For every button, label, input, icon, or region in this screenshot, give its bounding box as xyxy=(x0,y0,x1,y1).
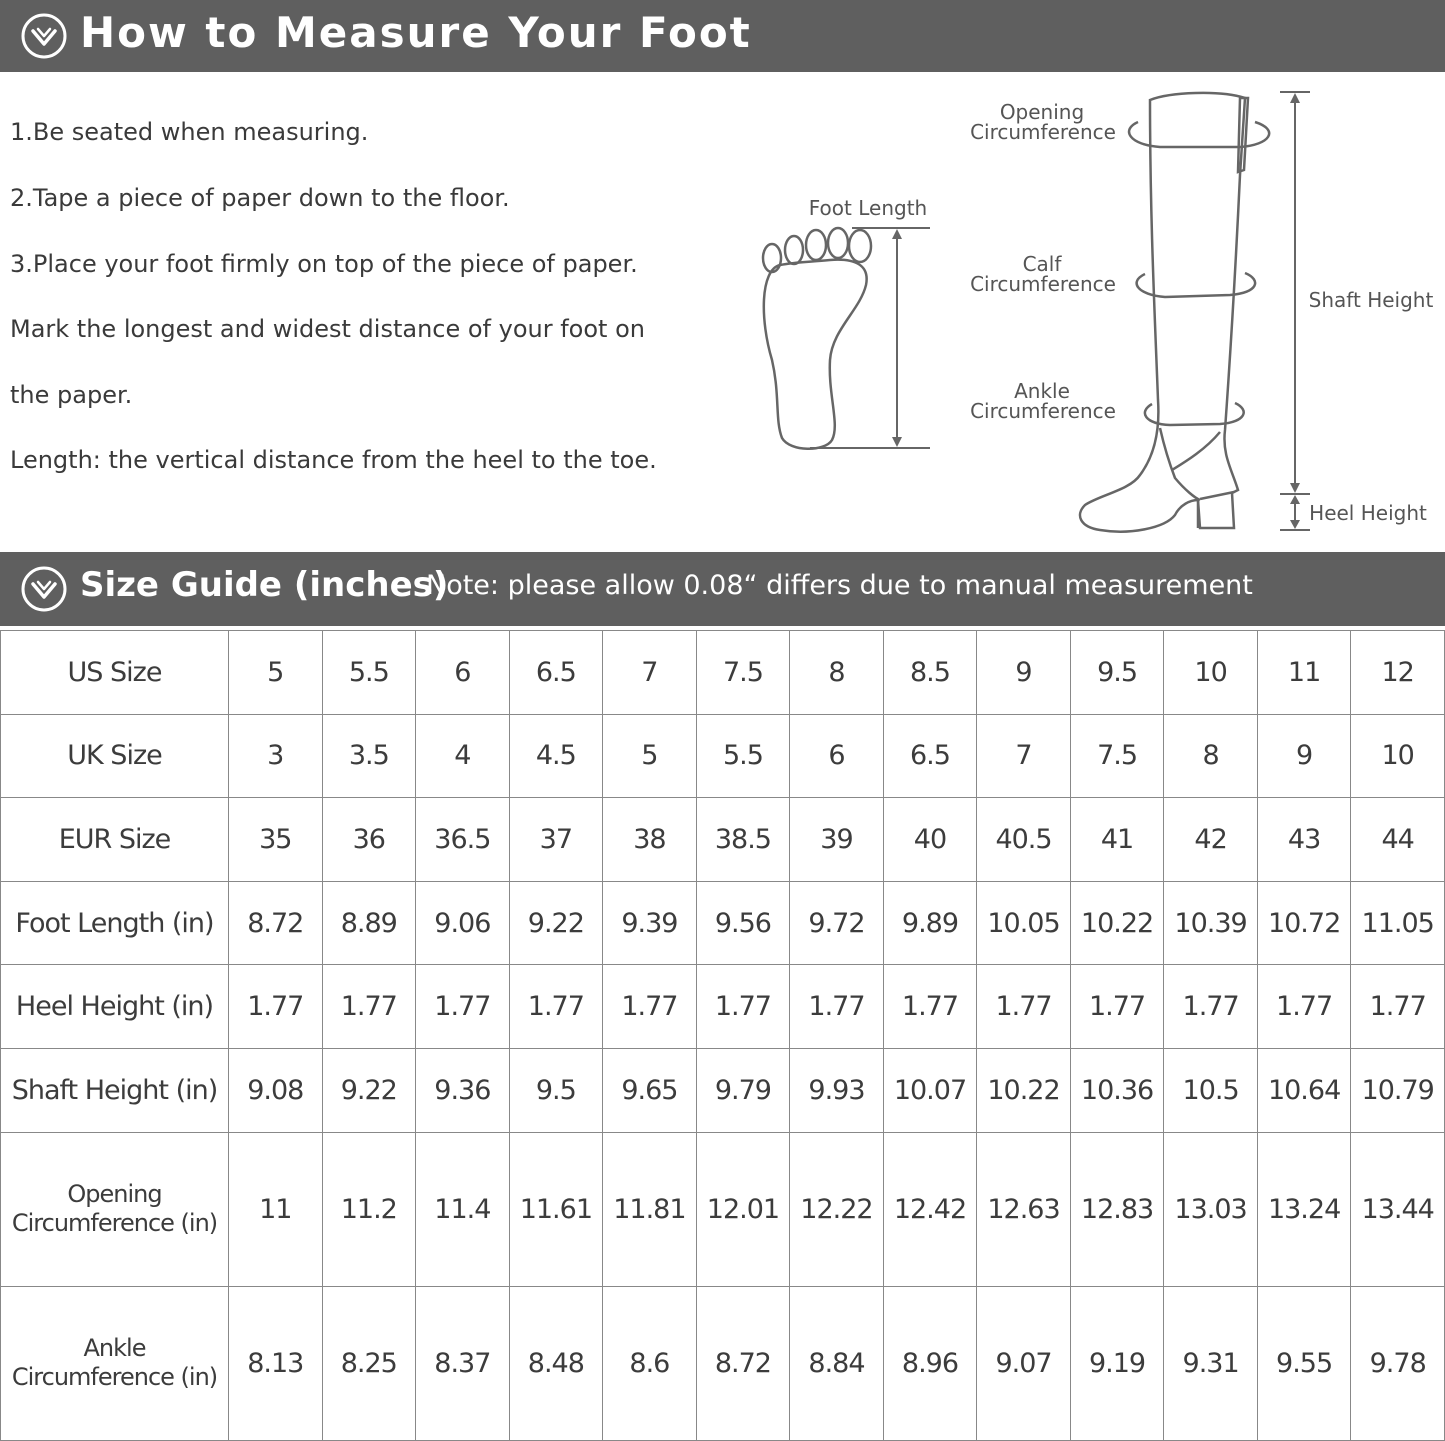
ankle-ring xyxy=(1145,403,1244,425)
table-cell: 1.77 xyxy=(509,965,603,1049)
table-cell: 8.84 xyxy=(790,1286,884,1440)
arrow-down-icon xyxy=(1290,520,1300,529)
table-cell: 11 xyxy=(1257,631,1351,715)
table-cell: 1.77 xyxy=(1351,965,1445,1049)
size-table xyxy=(0,630,1445,1441)
table-cell: 35 xyxy=(229,798,323,882)
table-cell: 9.06 xyxy=(416,881,510,965)
table-cell: 9 xyxy=(1257,714,1351,798)
table-cell: 10 xyxy=(1351,714,1445,798)
table-cell: 9.55 xyxy=(1257,1286,1351,1440)
table-cell: 11.61 xyxy=(509,1132,603,1286)
table-cell: 9.5 xyxy=(1070,631,1164,715)
table-cell: 4.5 xyxy=(509,714,603,798)
table-row xyxy=(1,714,1445,798)
table-cell: 8.6 xyxy=(603,1286,697,1440)
table-cell: 9.65 xyxy=(603,1049,697,1133)
table-cell: 10.39 xyxy=(1164,881,1258,965)
label-foot-length: Foot Length xyxy=(808,196,928,220)
table-cell: 11.81 xyxy=(603,1132,697,1286)
instruction-line: 2.Tape a piece of paper down to the floor. xyxy=(10,184,510,212)
table-cell: 7.5 xyxy=(696,631,790,715)
table-cell: 12.22 xyxy=(790,1132,884,1286)
table-cell: 9.5 xyxy=(509,1049,603,1133)
table-cell: 8.72 xyxy=(229,881,323,965)
table-cell: 10.72 xyxy=(1257,881,1351,965)
table-cell: 9.72 xyxy=(790,881,884,965)
table-cell: 1.77 xyxy=(603,965,697,1049)
label-calf-1: Calf xyxy=(1022,252,1062,276)
table-cell: 9.78 xyxy=(1351,1286,1445,1440)
table-cell: 7 xyxy=(603,631,697,715)
table-cell: 3.5 xyxy=(322,714,416,798)
table-cell: 36.5 xyxy=(416,798,510,882)
table-cell: 10.07 xyxy=(883,1049,977,1133)
table-cell: 9.56 xyxy=(696,881,790,965)
instruction-line: the paper. xyxy=(10,381,133,409)
arrow-up-icon xyxy=(1290,93,1300,103)
table-cell: 1.77 xyxy=(696,965,790,1049)
row-label: Shaft Height (in) xyxy=(1,1049,229,1133)
table-cell: 9 xyxy=(977,631,1071,715)
chevron-down-icon xyxy=(20,565,68,613)
table-cell: 9.31 xyxy=(1164,1286,1258,1440)
label-opening-2: Circumference xyxy=(970,120,1116,144)
row-label xyxy=(1,1132,229,1286)
row-label xyxy=(1,1286,229,1440)
table-cell: 11.05 xyxy=(1351,881,1445,965)
table-cell: 12.01 xyxy=(696,1132,790,1286)
table-cell: 9.08 xyxy=(229,1049,323,1133)
measurement-diagram xyxy=(740,78,1440,548)
instruction-line: Length: the vertical distance from the heel to the toe. xyxy=(10,446,657,474)
table-cell: 11.4 xyxy=(416,1132,510,1286)
table-cell: 9.79 xyxy=(696,1049,790,1133)
table-cell: 10 xyxy=(1164,631,1258,715)
table-row xyxy=(1,1132,1445,1286)
table-cell: 5.5 xyxy=(696,714,790,798)
chevron-down-icon xyxy=(20,12,68,60)
table-cell: 12.63 xyxy=(977,1132,1071,1286)
table-cell: 9.22 xyxy=(509,881,603,965)
row-label: Foot Length (in) xyxy=(1,881,229,965)
boot-outline-icon xyxy=(1080,93,1248,532)
table-cell: 8 xyxy=(790,631,884,715)
table-cell: 9.07 xyxy=(977,1286,1071,1440)
label-shaft-height: Shaft Height xyxy=(1308,288,1434,312)
table-cell: 9.19 xyxy=(1070,1286,1164,1440)
table-row xyxy=(1,1286,1445,1440)
table-cell: 36 xyxy=(322,798,416,882)
table-cell: 10.79 xyxy=(1351,1049,1445,1133)
table-cell: 4 xyxy=(416,714,510,798)
row-label: UK Size xyxy=(1,714,229,798)
row-label-line: Ankle xyxy=(83,1334,146,1363)
table-cell: 8.48 xyxy=(509,1286,603,1440)
table-cell: 1.77 xyxy=(1164,965,1258,1049)
table-cell: 8.89 xyxy=(322,881,416,965)
label-calf-2: Circumference xyxy=(970,272,1116,296)
table-cell: 41 xyxy=(1070,798,1164,882)
table-cell: 44 xyxy=(1351,798,1445,882)
table-cell: 1.77 xyxy=(322,965,416,1049)
table-cell: 9.22 xyxy=(322,1049,416,1133)
table-cell: 10.36 xyxy=(1070,1049,1164,1133)
size-guide-title: Size Guide (inches) xyxy=(80,565,449,605)
label-heel-height: Heel Height xyxy=(1309,501,1427,525)
table-cell: 40 xyxy=(883,798,977,882)
table-row xyxy=(1,965,1445,1049)
table-cell: 1.77 xyxy=(883,965,977,1049)
table-cell: 10.22 xyxy=(977,1049,1071,1133)
row-label-line: Circumference (in) xyxy=(11,1363,218,1392)
table-cell: 8.5 xyxy=(883,631,977,715)
size-guide-banner xyxy=(0,552,1445,626)
table-cell: 8.25 xyxy=(322,1286,416,1440)
table-cell: 8 xyxy=(1164,714,1258,798)
instruction-line: 3.Place your foot firmly on top of the piece of paper. xyxy=(10,250,638,278)
table-cell: 6 xyxy=(416,631,510,715)
table-cell: 1.77 xyxy=(790,965,884,1049)
page-title: How to Measure Your Foot xyxy=(80,8,752,57)
table-cell: 3 xyxy=(229,714,323,798)
table-cell: 37 xyxy=(509,798,603,882)
table-cell: 7.5 xyxy=(1070,714,1164,798)
table-cell: 10.05 xyxy=(977,881,1071,965)
arrow-up-icon xyxy=(892,229,902,239)
table-cell: 10.64 xyxy=(1257,1049,1351,1133)
row-label-line: Circumference (in) xyxy=(11,1209,218,1238)
table-cell: 12 xyxy=(1351,631,1445,715)
table-cell: 1.77 xyxy=(416,965,510,1049)
table-cell: 10.22 xyxy=(1070,881,1164,965)
table-cell: 9.93 xyxy=(790,1049,884,1133)
instruction-line: 1.Be seated when measuring. xyxy=(10,118,369,146)
arrow-up-icon xyxy=(1290,495,1300,504)
header-banner xyxy=(0,0,1445,72)
row-label: EUR Size xyxy=(1,798,229,882)
table-cell: 8.13 xyxy=(229,1286,323,1440)
table-cell: 38.5 xyxy=(696,798,790,882)
table-cell: 38 xyxy=(603,798,697,882)
label-ankle-2: Circumference xyxy=(970,399,1116,423)
table-cell: 1.77 xyxy=(1070,965,1164,1049)
table-cell: 5 xyxy=(229,631,323,715)
table-cell: 1.77 xyxy=(1257,965,1351,1049)
table-cell: 9.89 xyxy=(883,881,977,965)
table-row xyxy=(1,798,1445,882)
table-cell: 8.72 xyxy=(696,1286,790,1440)
table-cell: 12.83 xyxy=(1070,1132,1164,1286)
table-cell: 11 xyxy=(229,1132,323,1286)
table-cell: 1.77 xyxy=(229,965,323,1049)
table-cell: 43 xyxy=(1257,798,1351,882)
table-cell: 8.37 xyxy=(416,1286,510,1440)
table-cell: 39 xyxy=(790,798,884,882)
table-cell: 5 xyxy=(603,714,697,798)
table-cell: 13.03 xyxy=(1164,1132,1258,1286)
table-cell: 42 xyxy=(1164,798,1258,882)
table-row xyxy=(1,631,1445,715)
instruction-line: Mark the longest and widest distance of your foot on xyxy=(10,315,645,343)
table-row xyxy=(1,881,1445,965)
table-cell: 6.5 xyxy=(509,631,603,715)
table-cell: 8.96 xyxy=(883,1286,977,1440)
label-ankle-1: Ankle xyxy=(1014,379,1070,403)
size-guide-note: Note: please allow 0.08“ differs due to manual measurement xyxy=(426,570,1253,601)
foot-outline-icon xyxy=(763,228,871,449)
row-label-line: Opening xyxy=(67,1180,162,1209)
table-cell: 40.5 xyxy=(977,798,1071,882)
table-cell: 6.5 xyxy=(883,714,977,798)
table-row xyxy=(1,1049,1445,1133)
table-cell: 12.42 xyxy=(883,1132,977,1286)
table-cell: 1.77 xyxy=(977,965,1071,1049)
table-cell: 13.24 xyxy=(1257,1132,1351,1286)
table-cell: 10.5 xyxy=(1164,1049,1258,1133)
label-opening-1: Opening xyxy=(999,100,1085,124)
table-cell: 5.5 xyxy=(322,631,416,715)
table-cell: 9.39 xyxy=(603,881,697,965)
row-label: US Size xyxy=(1,631,229,715)
row-label: Heel Height (in) xyxy=(1,965,229,1049)
table-cell: 13.44 xyxy=(1351,1132,1445,1286)
arrow-down-icon xyxy=(892,437,902,447)
arrow-down-icon xyxy=(1290,483,1300,493)
table-cell: 11.2 xyxy=(322,1132,416,1286)
table-cell: 6 xyxy=(790,714,884,798)
table-cell: 7 xyxy=(977,714,1071,798)
table-cell: 9.36 xyxy=(416,1049,510,1133)
